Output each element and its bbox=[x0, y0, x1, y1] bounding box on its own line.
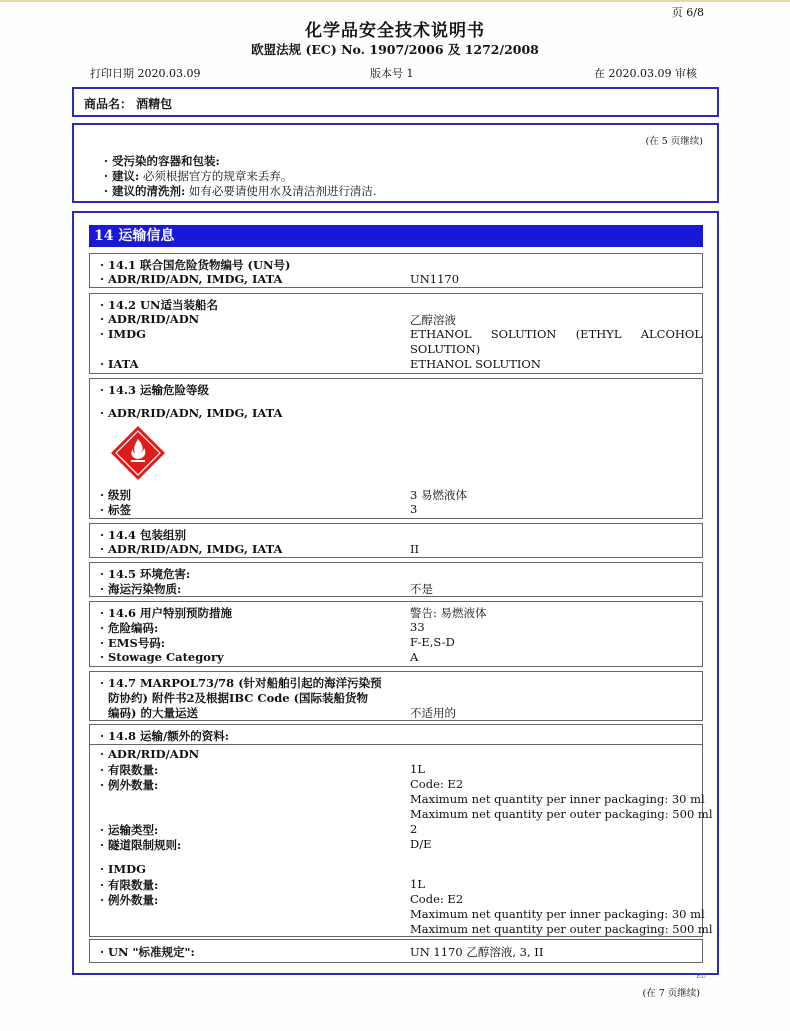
flammable-liquid-icon bbox=[110, 425, 166, 481]
disposal-recommendation: · 建议: 必须根据官方的规章来丢弃。 bbox=[104, 169, 293, 183]
marpol-heading-line2: 防协约) 附件书2及根据IBC Code (国际装船货物 bbox=[108, 691, 369, 705]
page-number: 页 6/8 bbox=[671, 6, 704, 19]
imdg-outer-packaging: Maximum net quantity per outer packaging: 500 ml bbox=[410, 922, 713, 936]
subsection-14-4 bbox=[89, 523, 703, 558]
imdg-shipping-name-cont: SOLUTION) bbox=[410, 342, 481, 356]
document-title: 化学品安全技术说明书 bbox=[305, 21, 485, 41]
tunnel-restriction-value: D/E bbox=[410, 837, 432, 851]
top-rule bbox=[0, 0, 790, 2]
class-label: · 级别 bbox=[100, 488, 132, 502]
stowage-value: A bbox=[410, 650, 419, 664]
marine-pollutant-value: 不是 bbox=[410, 582, 433, 596]
tunnel-restriction-label: · 隧道限制规则: bbox=[100, 838, 182, 852]
adr-label: · ADR/RID/ADN bbox=[100, 312, 200, 326]
cleaning-agent-note: · 建议的清洗剂: 如有必要请使用水及清洁剂进行清洁. bbox=[104, 184, 377, 198]
user-precautions-heading: · 14.6 用户特别预防措施 bbox=[100, 606, 233, 620]
transport-category-label: · 运输类型: bbox=[100, 823, 159, 837]
additional-info-heading: · 14.8 运输/额外的资料: bbox=[100, 729, 229, 743]
subsection-14-7 bbox=[89, 671, 703, 721]
subsection-14-6 bbox=[89, 601, 703, 667]
eu-mark: EU bbox=[696, 973, 706, 980]
subsection-14-3 bbox=[89, 378, 703, 519]
warning-value: 警告: 易燃液体 bbox=[410, 606, 487, 620]
un-regulation-label: · UN "标准规定": bbox=[100, 945, 195, 959]
shipping-name-heading: · 14.2 UN适当装船名 bbox=[100, 298, 219, 312]
marpol-value: 不适用的 bbox=[410, 706, 456, 720]
hazard-class-modes: · ADR/RID/ADN, IMDG, IATA bbox=[100, 406, 283, 420]
adr-excepted-qty-label: · 例外数量: bbox=[100, 778, 159, 792]
imdg-limited-qty-value: 1L bbox=[410, 877, 425, 891]
imdg-excepted-code: Code: E2 bbox=[410, 892, 464, 906]
stowage-label: · Stowage Category bbox=[100, 650, 224, 664]
un-number-heading: · 14.1 联合国危险货物编号 (UN号) bbox=[100, 258, 291, 272]
contaminated-packaging-heading: · 受污染的容器和包装: bbox=[104, 154, 220, 168]
imdg-section-title: · IMDG bbox=[100, 862, 146, 876]
danger-code-label: · 危险编码: bbox=[100, 621, 159, 635]
section-14-title: 14 运输信息 bbox=[89, 225, 703, 247]
packing-group-heading: · 14.4 包装组别 bbox=[100, 528, 187, 542]
subsection-14-1 bbox=[89, 253, 703, 288]
label-label: · 标签 bbox=[100, 503, 132, 517]
product-name-box bbox=[72, 87, 719, 117]
un-model-regulation bbox=[89, 939, 703, 963]
additional-info-details bbox=[89, 745, 713, 937]
un-regulation-value: UN 1170 乙醇溶液, 3, II bbox=[410, 945, 544, 959]
adr-section-title: · ADR/RID/ADN bbox=[100, 747, 200, 761]
ems-value: F-E,S-D bbox=[410, 635, 455, 649]
danger-code-value: 33 bbox=[410, 620, 425, 634]
transport-category-value: 2 bbox=[410, 822, 418, 836]
label-value: 3 bbox=[410, 502, 418, 516]
adr-limited-qty-value: 1L bbox=[410, 762, 425, 776]
imdg-limited-qty-label: · 有限数量: bbox=[100, 878, 159, 892]
iata-shipping-name: ETHANOL SOLUTION bbox=[410, 357, 541, 371]
environmental-hazard-heading: · 14.5 环境危害: bbox=[100, 567, 191, 581]
imdg-shipping-name: ETHANOL SOLUTION (ETHYL ALCOHOL bbox=[410, 327, 702, 341]
product-name: 商品名： 酒精包 bbox=[84, 97, 173, 111]
print-date: 打印日期 2020.03.09 bbox=[90, 67, 201, 80]
marine-pollutant-label: · 海运污染物质: bbox=[100, 582, 182, 596]
adr-shipping-name: 乙醇溶液 bbox=[410, 313, 456, 327]
version-number: 版本号 1 bbox=[370, 67, 414, 80]
regulation-subtitle: 欧盟法规 (EC) No. 1907/2006 及 1272/2008 bbox=[251, 42, 539, 57]
marpol-heading-line3: 编码) 的大量运送 bbox=[108, 706, 198, 720]
class-value: 3 易燃液体 bbox=[410, 488, 467, 502]
imdg-excepted-qty-label: · 例外数量: bbox=[100, 893, 159, 907]
review-date: 在 2020.03.09 审核 bbox=[594, 67, 697, 80]
continued-to-note: (在 7 页继续) bbox=[642, 988, 700, 999]
marpol-heading-line1: · 14.7 MARPOL73/78 (针对船舶引起的海洋污染预 bbox=[100, 676, 382, 690]
section-14-box bbox=[72, 211, 719, 975]
subsection-14-2 bbox=[89, 293, 703, 374]
iata-label: · IATA bbox=[100, 357, 139, 371]
adr-limited-qty-label: · 有限数量: bbox=[100, 763, 159, 777]
un-number-value: UN1170 bbox=[410, 272, 460, 286]
imdg-label: · IMDG bbox=[100, 327, 146, 341]
subsection-14-8 bbox=[89, 724, 703, 745]
imdg-inner-packaging: Maximum net quantity per inner packaging: 30 ml bbox=[410, 907, 705, 921]
packing-group-value: II bbox=[410, 542, 420, 556]
continued-from-note: (在 5 页继续) bbox=[645, 136, 703, 147]
adr-outer-packaging: Maximum net quantity per outer packaging: 500 ml bbox=[410, 807, 713, 821]
ems-label: · EMS号码: bbox=[100, 636, 166, 650]
disposal-notes-box bbox=[72, 123, 719, 203]
adr-inner-packaging: Maximum net quantity per inner packaging: 30 ml bbox=[410, 792, 705, 806]
packing-group-label: · ADR/RID/ADN, IMDG, IATA bbox=[100, 542, 283, 556]
un-number-label: · ADR/RID/ADN, IMDG, IATA bbox=[100, 272, 283, 286]
hazard-class-heading: · 14.3 运输危险等级 bbox=[100, 383, 210, 397]
subsection-14-5 bbox=[89, 562, 703, 597]
adr-excepted-code: Code: E2 bbox=[410, 777, 464, 791]
